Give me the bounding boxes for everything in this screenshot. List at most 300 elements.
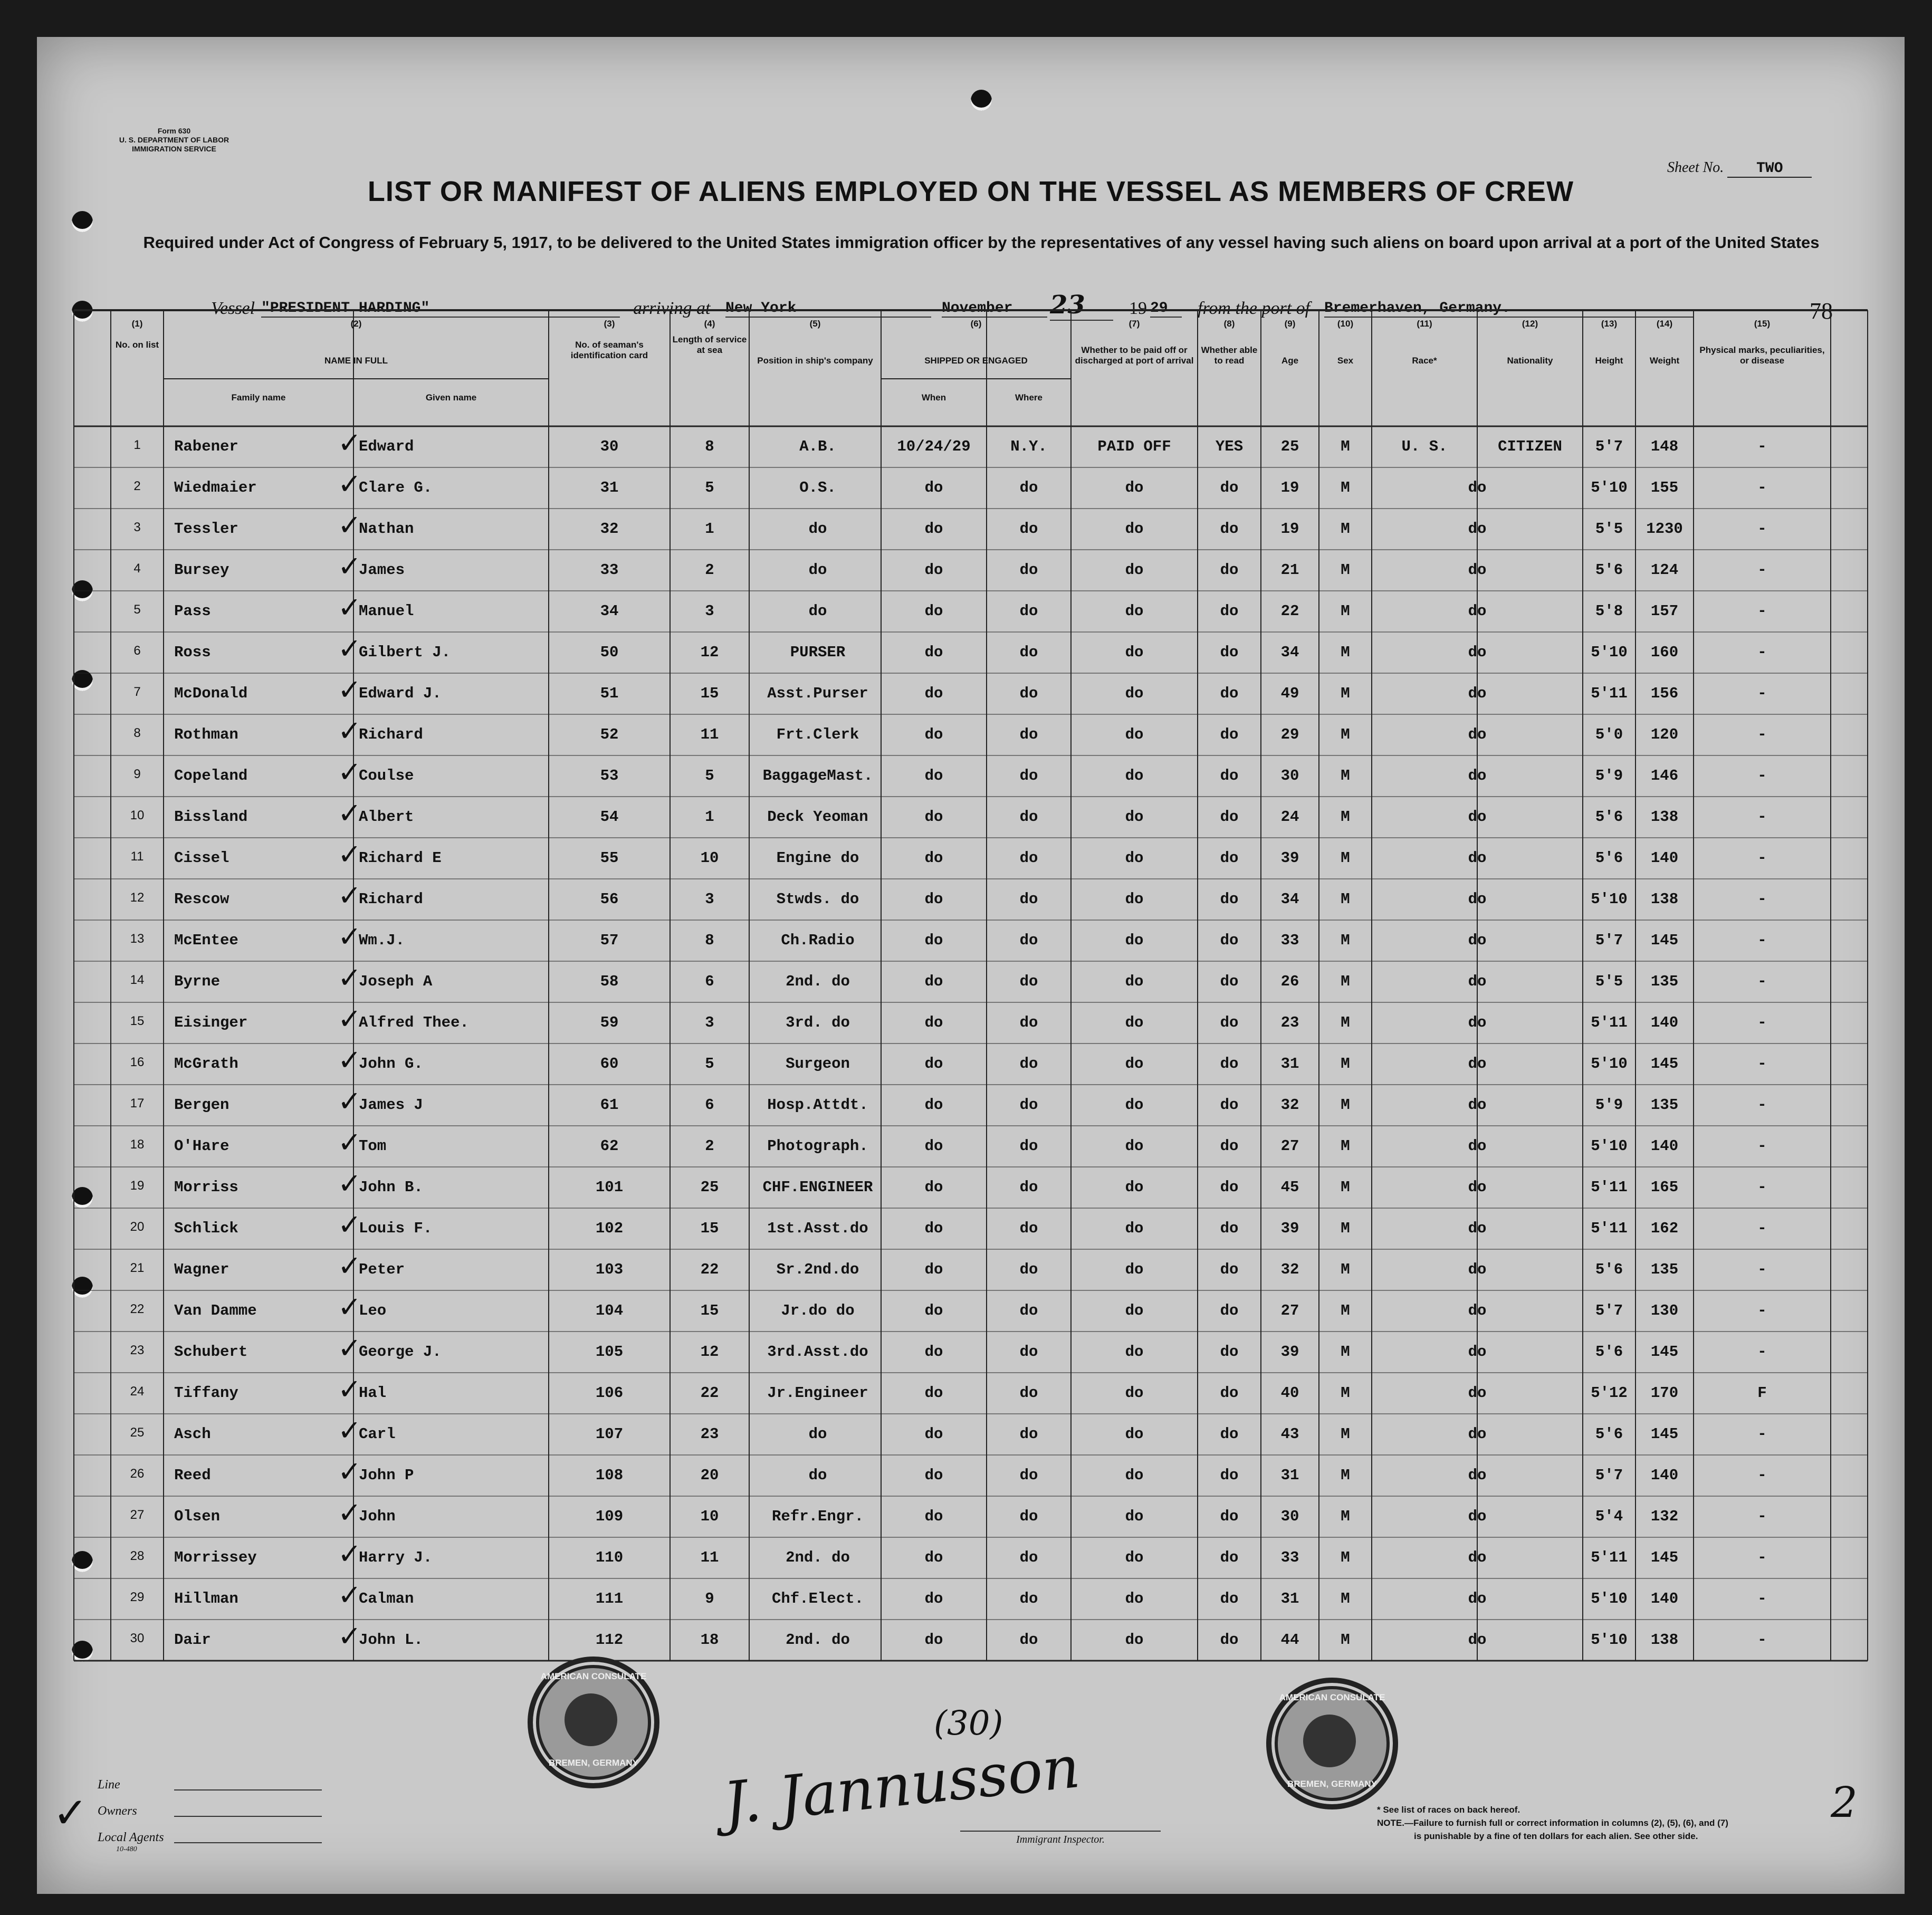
- check-mark-icon: ✓: [338, 1043, 362, 1077]
- physical-marks: -: [1757, 1343, 1767, 1361]
- sex: M: [1341, 808, 1350, 826]
- col-weight-number: (14): [1656, 319, 1673, 329]
- family-name: Copeland: [174, 767, 248, 784]
- shipped-when: do: [924, 561, 943, 579]
- weight: 157: [1650, 602, 1679, 620]
- able-to-read: do: [1220, 1508, 1239, 1525]
- position: Jr.Engineer: [767, 1384, 868, 1402]
- col-no-on-list-number: (1): [131, 319, 143, 329]
- row-number: 20: [130, 1220, 145, 1234]
- position: Photograph.: [767, 1137, 868, 1155]
- paid-off: do: [1125, 685, 1144, 702]
- card-number: 102: [595, 1220, 624, 1237]
- sex: M: [1341, 1137, 1350, 1155]
- age: 31: [1280, 1590, 1299, 1607]
- row-number: 6: [133, 644, 141, 658]
- position: 2nd. do: [786, 1549, 850, 1566]
- physical-marks: -: [1757, 1220, 1767, 1237]
- card-number: 32: [600, 520, 619, 538]
- shipped-where: do: [1019, 602, 1038, 620]
- sex: M: [1341, 1179, 1350, 1196]
- check-mark-icon: ✓: [338, 1208, 362, 1241]
- able-to-read: do: [1220, 520, 1239, 538]
- age: 24: [1280, 808, 1299, 826]
- shipped-when: do: [924, 1137, 943, 1155]
- physical-marks: -: [1757, 767, 1767, 784]
- age: 22: [1280, 602, 1299, 620]
- paid-off: do: [1125, 479, 1144, 496]
- check-mark-icon: ✓: [338, 550, 362, 583]
- able-to-read: do: [1220, 479, 1239, 496]
- age: 39: [1280, 1343, 1299, 1361]
- height: 5'6: [1595, 1343, 1623, 1361]
- height: 5'6: [1595, 849, 1623, 867]
- service-length: 12: [700, 1343, 719, 1361]
- given-name: John P: [359, 1467, 414, 1484]
- race: do: [1468, 602, 1487, 620]
- row-number: 11: [130, 849, 144, 864]
- col-physical-marks: Physical marks, peculiarities, or disease: [1699, 345, 1825, 366]
- given-name: Clare G.: [359, 479, 433, 496]
- card-number: 51: [600, 685, 619, 702]
- weight: 135: [1650, 973, 1679, 990]
- col-paid-off-number: (7): [1128, 319, 1140, 329]
- physical-marks: -: [1757, 1137, 1767, 1155]
- penalty-note: NOTE.—Failure to furnish full or correct information in columns (2), (5), (6), and (7): [1377, 1818, 1728, 1828]
- agents-label: Local Agents: [98, 1831, 164, 1844]
- given-name: Edward J.: [359, 685, 442, 702]
- row-number: 12: [130, 891, 145, 905]
- paid-off: do: [1125, 891, 1144, 908]
- shipped-when: do: [924, 1425, 943, 1443]
- given-name: John B.: [359, 1179, 423, 1196]
- position: A.B.: [799, 438, 836, 455]
- able-to-read: do: [1220, 685, 1239, 702]
- sex: M: [1341, 767, 1350, 784]
- family-name: Tiffany: [174, 1384, 238, 1402]
- card-number: 61: [600, 1096, 619, 1114]
- family-name: Schubert: [174, 1343, 248, 1361]
- weight: 135: [1650, 1096, 1679, 1114]
- race: do: [1468, 1590, 1487, 1607]
- check-mark-icon: ✓: [338, 1002, 362, 1036]
- service-length: 5: [705, 1055, 714, 1073]
- position: do: [808, 1467, 827, 1484]
- shipped-where: do: [1019, 1096, 1038, 1114]
- vessel-label: Vessel: [211, 299, 255, 318]
- age: 21: [1280, 561, 1299, 579]
- shipped-where: do: [1019, 685, 1038, 702]
- card-number: 55: [600, 849, 619, 867]
- physical-marks: -: [1757, 1549, 1767, 1566]
- physical-marks: F: [1757, 1384, 1767, 1402]
- service-length: 3: [705, 1014, 714, 1031]
- from-port: Bremerhaven, Germany.: [1324, 300, 1694, 318]
- shipped-where: do: [1019, 1467, 1038, 1484]
- shipped-when: do: [924, 1055, 943, 1073]
- age: 23: [1280, 1014, 1299, 1031]
- card-number: 34: [600, 602, 619, 620]
- position: PURSER: [790, 644, 846, 661]
- given-name: Coulse: [359, 767, 414, 784]
- given-name: John: [359, 1508, 396, 1525]
- physical-marks: -: [1757, 644, 1767, 661]
- age: 26: [1280, 973, 1299, 990]
- age: 39: [1280, 1220, 1299, 1237]
- col-nationality: Nationality: [1507, 356, 1553, 366]
- sex: M: [1341, 1096, 1350, 1114]
- sex: M: [1341, 1014, 1350, 1031]
- able-to-read: do: [1220, 808, 1239, 826]
- sex: M: [1341, 602, 1350, 620]
- age: 45: [1280, 1179, 1299, 1196]
- physical-marks: -: [1757, 602, 1767, 620]
- able-to-read: do: [1220, 602, 1239, 620]
- shipped-when: do: [924, 1302, 943, 1319]
- col-sex-number: (10): [1337, 319, 1354, 329]
- able-to-read: do: [1220, 1137, 1239, 1155]
- family-name: Tessler: [174, 520, 238, 538]
- family-name: McGrath: [174, 1055, 238, 1073]
- service-length: 6: [705, 1096, 714, 1114]
- given-name: Leo: [359, 1302, 387, 1319]
- col-race-number: (11): [1417, 319, 1432, 329]
- paid-off: do: [1125, 1467, 1144, 1484]
- service-length: 15: [700, 1302, 719, 1319]
- card-number: 53: [600, 767, 619, 784]
- col-race: Race*: [1412, 356, 1437, 366]
- shipped-when: do: [924, 1384, 943, 1402]
- position: Surgeon: [786, 1055, 850, 1073]
- col-length-of-service: Length of service at sea: [672, 334, 747, 355]
- weight: 140: [1650, 849, 1679, 867]
- service-length: 12: [700, 644, 719, 661]
- shipped-when: do: [924, 685, 943, 702]
- row-number: 27: [130, 1508, 145, 1522]
- seal-bottom-text: BREMEN, GERMANY: [548, 1758, 638, 1768]
- arriving-port: New York: [725, 300, 931, 318]
- weight: 156: [1650, 685, 1679, 702]
- physical-marks: -: [1757, 520, 1767, 538]
- given-name: Richard: [359, 891, 423, 908]
- position: Sr.2nd.do: [776, 1261, 859, 1278]
- paid-off: do: [1125, 973, 1144, 990]
- col-position: Position in ship's company: [757, 356, 873, 366]
- weight: 140: [1650, 1467, 1679, 1484]
- physical-marks: -: [1757, 438, 1767, 455]
- col-age-number: (9): [1284, 319, 1296, 329]
- col-shipped-where: Where: [1015, 392, 1042, 403]
- position: O.S.: [799, 479, 836, 496]
- shipped-when: do: [924, 1014, 943, 1031]
- sheet-number-label: Sheet No.: [1667, 159, 1724, 176]
- shipped-where: do: [1019, 1261, 1038, 1278]
- race: do: [1468, 1631, 1487, 1649]
- age: 27: [1280, 1137, 1299, 1155]
- height: 5'6: [1595, 1261, 1623, 1278]
- race: do: [1468, 479, 1487, 496]
- race: do: [1468, 685, 1487, 702]
- age: 31: [1280, 1467, 1299, 1484]
- height: 5'7: [1595, 1467, 1623, 1484]
- card-number: 59: [600, 1014, 619, 1031]
- able-to-read: do: [1220, 932, 1239, 949]
- arrival-month: November: [942, 300, 1047, 318]
- race: do: [1468, 644, 1487, 661]
- service-length: 10: [700, 1508, 719, 1525]
- paid-off: do: [1125, 1261, 1144, 1278]
- sex: M: [1341, 1343, 1350, 1361]
- family-name: Pass: [174, 602, 211, 620]
- age: 33: [1280, 932, 1299, 949]
- races-note: * See list of races on back hereof.: [1377, 1805, 1520, 1815]
- card-number: 105: [595, 1343, 624, 1361]
- row-number: 14: [130, 973, 145, 987]
- race: do: [1468, 1220, 1487, 1237]
- able-to-read: do: [1220, 1179, 1239, 1196]
- arrival-year-prefix: 19: [1129, 299, 1147, 318]
- able-to-read: do: [1220, 726, 1239, 743]
- height: 5'10: [1591, 1590, 1628, 1607]
- shipped-where: do: [1019, 1384, 1038, 1402]
- check-mark-icon: ✓: [338, 797, 362, 830]
- service-length: 15: [700, 685, 719, 702]
- physical-marks: -: [1757, 1179, 1767, 1196]
- service-length: 11: [700, 726, 719, 743]
- card-number: 33: [600, 561, 619, 579]
- shipped-where: do: [1019, 1137, 1038, 1155]
- physical-marks: -: [1757, 1508, 1767, 1525]
- height: 5'9: [1595, 1096, 1623, 1114]
- check-mark-icon: ✓: [338, 426, 362, 459]
- row-number: 26: [130, 1467, 145, 1481]
- family-name: Rescow: [174, 891, 229, 908]
- given-name: James J: [359, 1096, 423, 1114]
- age: 39: [1280, 849, 1299, 867]
- shipped-when: do: [924, 1549, 943, 1566]
- check-mark-icon: ✓: [338, 591, 362, 624]
- shipped-where: do: [1019, 561, 1038, 579]
- shipped-where: do: [1019, 973, 1038, 990]
- shipped-when: do: [924, 1467, 943, 1484]
- shipped-when: do: [924, 891, 943, 908]
- age: 30: [1280, 767, 1299, 784]
- position: do: [808, 561, 827, 579]
- shipped-where: do: [1019, 1549, 1038, 1566]
- row-number: 24: [130, 1384, 145, 1399]
- age: 25: [1280, 438, 1299, 455]
- family-name: Eisinger: [174, 1014, 248, 1031]
- check-mark-icon: ✓: [338, 755, 362, 789]
- card-number: 111: [595, 1590, 624, 1607]
- age: 44: [1280, 1631, 1299, 1649]
- given-name: George J.: [359, 1343, 442, 1361]
- sex: M: [1341, 1631, 1350, 1649]
- race: do: [1468, 520, 1487, 538]
- shipped-where: do: [1019, 726, 1038, 743]
- service-length: 2: [705, 561, 714, 579]
- height: 5'7: [1595, 932, 1623, 949]
- sex: M: [1341, 932, 1350, 949]
- age: 33: [1280, 1549, 1299, 1566]
- col-physical-marks-number: (15): [1754, 319, 1771, 329]
- service-length: 10: [700, 849, 719, 867]
- physical-marks: -: [1757, 891, 1767, 908]
- race: do: [1468, 1302, 1487, 1319]
- col-height-number: (13): [1601, 319, 1618, 329]
- weight: 140: [1650, 1590, 1679, 1607]
- given-name: Nathan: [359, 520, 414, 538]
- service-length: 23: [700, 1425, 719, 1443]
- position: do: [808, 602, 827, 620]
- col-card-number: No. of seaman's identification card: [570, 340, 648, 360]
- sex: M: [1341, 1549, 1350, 1566]
- inspector-label: Immigrant Inspector.: [960, 1831, 1161, 1846]
- paid-off: do: [1125, 561, 1144, 579]
- physical-marks: -: [1757, 1467, 1767, 1484]
- sex: M: [1341, 1384, 1350, 1402]
- weight: 145: [1650, 932, 1679, 949]
- paid-off: do: [1125, 726, 1144, 743]
- height: 5'11: [1591, 1014, 1628, 1031]
- position: 3rd.Asst.do: [767, 1343, 868, 1361]
- height: 5'11: [1591, 1549, 1628, 1566]
- paid-off: PAID OFF: [1097, 438, 1171, 455]
- race: do: [1468, 1467, 1487, 1484]
- able-to-read: do: [1220, 1096, 1239, 1114]
- position: Refr.Engr.: [771, 1508, 864, 1525]
- given-name: Louis F.: [359, 1220, 433, 1237]
- card-number: 54: [600, 808, 619, 826]
- family-name: O'Hare: [174, 1137, 229, 1155]
- paid-off: do: [1125, 808, 1144, 826]
- able-to-read: do: [1220, 1631, 1239, 1649]
- paid-off: do: [1125, 1014, 1144, 1031]
- nationality: CITIZEN: [1498, 438, 1562, 455]
- sex: M: [1341, 561, 1350, 579]
- shipped-when: do: [924, 479, 943, 496]
- height: 5'7: [1595, 438, 1623, 455]
- consulate-seal: [1266, 1678, 1398, 1809]
- race: do: [1468, 1096, 1487, 1114]
- shipped-where: do: [1019, 1055, 1038, 1073]
- agents-form-number: 10-480: [116, 1845, 137, 1853]
- position: Chf.Elect.: [771, 1590, 864, 1607]
- shipped-where: do: [1019, 1179, 1038, 1196]
- row-number: 16: [130, 1055, 145, 1069]
- position: Ch.Radio: [781, 932, 855, 949]
- card-number: 109: [595, 1508, 624, 1525]
- row-number: 13: [130, 932, 145, 946]
- position: Frt.Clerk: [776, 726, 859, 743]
- service-length: 3: [705, 602, 714, 620]
- paid-off: do: [1125, 1425, 1144, 1443]
- position: CHF.ENGINEER: [762, 1179, 873, 1196]
- weight: 138: [1650, 891, 1679, 908]
- sex: M: [1341, 438, 1350, 455]
- height: 5'0: [1595, 726, 1623, 743]
- line-label: Line: [98, 1778, 120, 1792]
- paid-off: do: [1125, 849, 1144, 867]
- check-mark-icon: ✓: [338, 1126, 362, 1159]
- weight: 140: [1650, 1137, 1679, 1155]
- service-length: 2: [705, 1137, 714, 1155]
- race: U. S.: [1401, 438, 1448, 455]
- sex: M: [1341, 479, 1350, 496]
- race: do: [1468, 767, 1487, 784]
- height: 5'5: [1595, 973, 1623, 990]
- check-mark-icon: ✓: [338, 1085, 362, 1118]
- race: do: [1468, 891, 1487, 908]
- family-name: Byrne: [174, 973, 221, 990]
- check-mark-icon: ✓: [338, 1537, 362, 1571]
- race: do: [1468, 1384, 1487, 1402]
- given-name: John G.: [359, 1055, 423, 1073]
- check-mark-icon: ✓: [338, 838, 362, 871]
- height: 5'11: [1591, 685, 1628, 702]
- race: do: [1468, 1425, 1487, 1443]
- sex: M: [1341, 1220, 1350, 1237]
- able-to-read: do: [1220, 1261, 1239, 1278]
- check-mark-icon: ✓: [53, 1788, 89, 1837]
- check-mark-icon: ✓: [338, 509, 362, 542]
- able-to-read: do: [1220, 973, 1239, 990]
- age: 32: [1280, 1261, 1299, 1278]
- shipped-where: do: [1019, 1220, 1038, 1237]
- position: Deck Yeoman: [767, 808, 868, 826]
- sex: M: [1341, 1590, 1350, 1607]
- paid-off: do: [1125, 1055, 1144, 1073]
- card-number: 106: [595, 1384, 624, 1402]
- family-name: Rabener: [174, 438, 238, 455]
- row-number: 15: [130, 1014, 145, 1028]
- given-name: James: [359, 561, 405, 579]
- arriving-label: arriving at: [633, 299, 711, 318]
- col-given-name: Given name: [425, 392, 477, 403]
- service-length: 6: [705, 973, 714, 990]
- shipped-where: do: [1019, 891, 1038, 908]
- service-length: 8: [705, 932, 714, 949]
- height: 5'4: [1595, 1508, 1623, 1525]
- race: do: [1468, 1179, 1487, 1196]
- card-number: 103: [595, 1261, 624, 1278]
- sex: M: [1341, 891, 1350, 908]
- weight: 170: [1650, 1384, 1679, 1402]
- height: 5'5: [1595, 520, 1623, 538]
- form-id-line: Form 630: [157, 127, 191, 135]
- family-name: Cissel: [174, 849, 229, 867]
- check-mark-icon: ✓: [338, 1414, 362, 1447]
- seal-top-text: AMERICAN CONSULATE: [540, 1671, 647, 1681]
- given-name: Richard: [359, 726, 423, 743]
- family-name: Morriss: [174, 1179, 238, 1196]
- row-number: 1: [133, 438, 141, 452]
- col-weight: Weight: [1649, 356, 1680, 366]
- weight: 130: [1650, 1302, 1679, 1319]
- family-name: McDonald: [174, 685, 248, 702]
- weight: 145: [1650, 1055, 1679, 1073]
- shipped-when: do: [924, 1179, 943, 1196]
- position: do: [808, 1425, 827, 1443]
- service-length: 1: [705, 520, 714, 538]
- given-name: Wm.J.: [359, 932, 405, 949]
- col-no-on-list: No. on list: [115, 340, 159, 350]
- service-length: 8: [705, 438, 714, 455]
- shipped-when: do: [924, 1631, 943, 1649]
- physical-marks: -: [1757, 1055, 1767, 1073]
- col-able-to-read: Whether able to read: [1201, 345, 1258, 366]
- shipped-when: do: [924, 1343, 943, 1361]
